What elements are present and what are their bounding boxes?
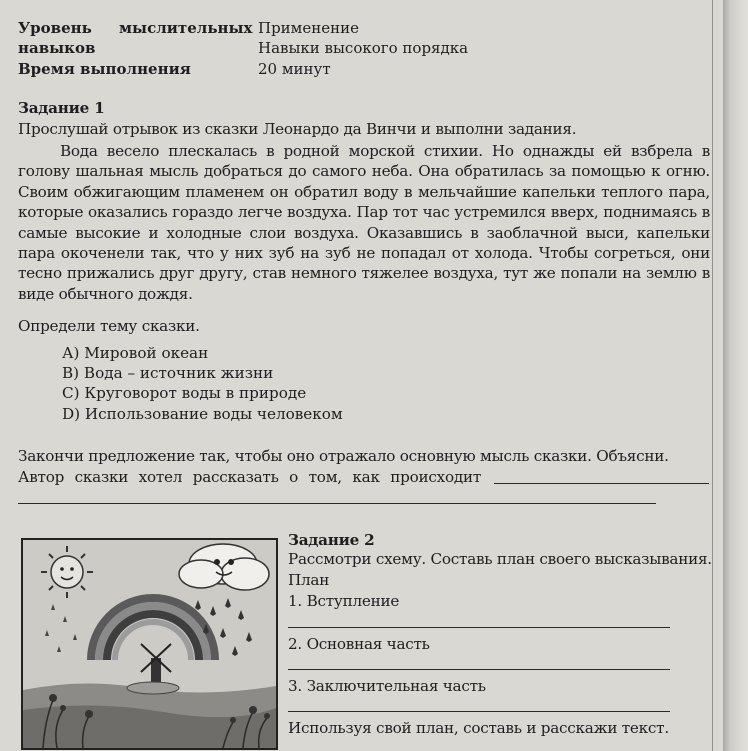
level-label-word3: навыков xyxy=(18,39,96,57)
level-value-2: Навыки высокого порядка xyxy=(258,39,469,57)
option-d: D) Использование воды человеком xyxy=(62,405,343,423)
page-fold-line xyxy=(712,0,713,751)
plan-item-2: 2. Основная часть xyxy=(288,635,430,653)
level-value-1: Применение xyxy=(258,19,359,37)
task1-question: Определи тему сказки. xyxy=(18,317,200,335)
complete-instruction: Закончи предложение так, чтобы оно отражало основную мысль сказки. Объясни. xyxy=(18,447,669,465)
option-a: А) Мировой океан xyxy=(62,344,209,362)
task1-instruction: Прослушай отрывок из сказки Леонардо да Винчи и выполни задания. xyxy=(18,120,577,138)
complete-prompt: Автор сказки хотел рассказать о том, как происходит xyxy=(18,468,481,486)
plan-line-1 xyxy=(288,627,670,628)
water-cycle-drawing xyxy=(23,540,276,748)
level-label-word2: мыслительных xyxy=(119,19,253,37)
answer-line-1 xyxy=(494,483,709,484)
option-b: В) Вода – источник жизни xyxy=(62,364,274,382)
task2-final-instruction: Используя свой план, составь и расскажи текст. xyxy=(288,719,669,737)
story-text: Вода весело плескалась в родной морской стихии. Но однажды ей взбрела в голову шальная мысль добраться до самого неба. Она обратилась за помощью к огню. Своим обжигающим пламенем он обратил воду в мельчайшие капельки теплого пара, которые оказались гораздо легче воздуха. Пар тот час устремился вверх, поднимаясь в самые высокие и холодные слои воздуха. Оказавшись в заоблачной выси, капельки пара окоченели так, что у них зуб на зуб не попадал от холода. Чтобы согреться, они тесно прижались друг другу, став немного тяжелее воздуха, тут же попали на землю в виде обычного дождя. xyxy=(18,142,710,303)
plan-label: План xyxy=(288,571,330,589)
plan-item-1: 1. Вступление xyxy=(288,592,400,610)
time-value: 20 минут xyxy=(258,60,331,78)
plan-line-3 xyxy=(288,711,670,712)
task2-title: Задание 2 xyxy=(288,531,375,549)
task2-instruction: Рассмотри схему. Составь план своего высказывания. xyxy=(288,550,712,568)
level-label-word1: Уровень xyxy=(18,19,92,37)
time-label: Время выполнения xyxy=(18,60,191,78)
option-c: С) Круговорот воды в природе xyxy=(62,384,307,402)
page-fold-edge xyxy=(723,0,748,751)
plan-line-2 xyxy=(288,669,670,670)
task1-title: Задание 1 xyxy=(18,99,105,117)
story-paragraph xyxy=(18,141,710,304)
answer-line-2 xyxy=(18,503,656,504)
plan-item-3: 3. Заключительная часть xyxy=(288,677,486,695)
water-cycle-illustration xyxy=(21,538,278,750)
